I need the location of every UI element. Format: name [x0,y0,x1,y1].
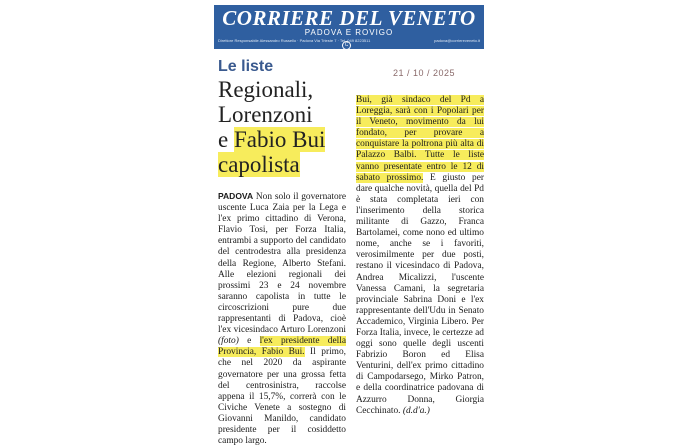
masthead-logo-icon: C [342,41,351,50]
headline-highlight-capolista: capolista [218,152,300,177]
section-kicker: Le liste [218,58,274,75]
headline-line-3 [218,127,358,152]
article-headline [218,77,358,177]
headline-line-4 [218,152,358,177]
banner-info-right: padova@corriereveneto.it [434,38,480,43]
column-1-highlight: l'ex presidente della Provincia, Fabio Bui. [218,336,346,358]
banner-info-left: Direttore Responsabile Alessandro Russello · Padova Via Trieste 7 · Tel. 049 8223511 [218,38,371,43]
column-2-highlight: Bui, già sindaco del Pd a Loreggia, sarà con i Popolari per il Veneto, movimento da lui fondato, per provare a conquistare la poltrona più alta di Palazzo Balbi. Tutte le liste vanno presentate entro le 12 di sabato prossimo. [356,95,484,183]
headline-line-2: Lorenzoni [218,102,313,127]
headline-highlight-name: Fabio Bui [233,127,326,152]
author-signature: (d.d'a.) [400,405,430,416]
edition-label: PADOVA E ROVIGO [304,28,394,37]
article-column-2 [356,95,484,417]
headline-line-1: Regionali, [218,77,314,102]
column-2-body: E giusto per dare qualche novità, quella del Pd è stata completata ieri con l'inserimento della storica militante di Gazzo, Franca Bartolamei, come nono ed ultimo nome, anche se i favoriti, verosimilmente per due posti, restano il vicesindaco di Padova, Andrea Micalizzi, l'uscente Vanessa Camani, la segretaria provinciale Sabrina Doni e l'ex rappresentante dell'Udu in Senato Accademico, Virginia Libero. Per Forza Italia, invece, le certezze ad oggi sono quelle degli uscenti Fabrizio Boron ed Elisa Venturini, dell'ex primo cittadino di Campodarsego, Mirko Patron, e della coordinatrice padovana di Azzurro Donna, Giorgia Cecchinato. [356,172,484,416]
dateline-city: PADOVA [218,191,254,201]
headline-line-3-prefix: e [218,127,234,152]
column-1-text-b: e [238,336,260,347]
column-1-text-a: Non solo il governatore uscente Luca Zaia per la Lega e l'ex primo cittadino di Verona, Flavio Tosi, per Forza Italia, entrambi a supporto del candidato del centrodestra alla presidenza della Regione, Alberto Stefani. Alle elezioni regionali dei prossimi 23 e 24 novembre saranno capolista in tutte le circoscrizioni pure due rappresentanti di Padova, cioè l'ex vicesindaco Arturo Lorenzoni [218,192,346,336]
newspaper-banner [214,5,484,49]
masthead-title: CORRIERE DEL VENETO [222,6,476,30]
column-1-text-c: Il primo, che nel 2020 da aspirante governatore per una grossa fetta del centrosinistra, raccolse appena il 15,7%, correrà con le Civiche Venete a sostegno di Giovanni Manildo, candidato presidente per il cosiddetto campo largo. [218,347,346,447]
photo-reference: (foto) [218,336,239,347]
article-column-1 [218,191,346,447]
article-date: 21 / 10 / 2025 [393,68,456,78]
